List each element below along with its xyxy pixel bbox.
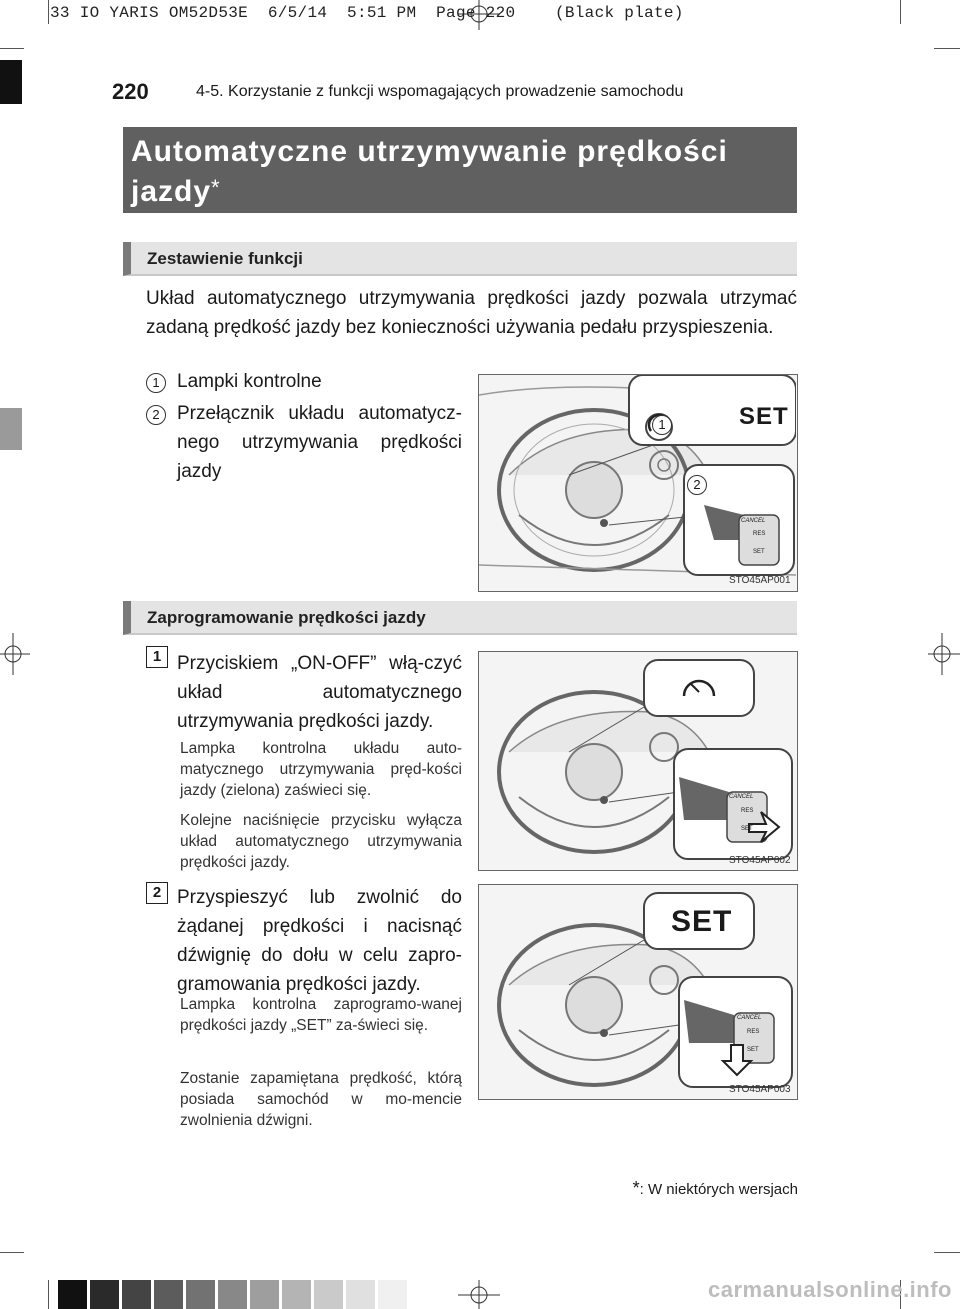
color-swatch bbox=[346, 1280, 375, 1309]
item-number-2: 2 bbox=[146, 405, 166, 425]
dashboard-illustration bbox=[479, 885, 796, 1098]
footnote bbox=[633, 1178, 798, 1199]
figure-code: STO45AP002 bbox=[729, 855, 791, 866]
section-heading-text: Zestawienie funkcji bbox=[147, 249, 303, 268]
crop-mark bbox=[48, 0, 49, 24]
section-heading-text: Zaprogramowanie prędkości jazdy bbox=[147, 608, 426, 627]
step-number-2: 2 bbox=[146, 882, 168, 904]
figure-on-off-button bbox=[478, 651, 798, 871]
color-swatch bbox=[250, 1280, 279, 1309]
crop-mark bbox=[0, 1252, 24, 1253]
callout-2: 2 bbox=[687, 475, 707, 495]
lever-label-set: SET bbox=[747, 1047, 759, 1053]
step-text-2: Przyspieszyć lub zwolnić do żądanej prędkości i nacisnąć dźwignię do dołu w celu zapro-gramowania prędkości jazdy. bbox=[177, 887, 462, 995]
color-swatch bbox=[378, 1280, 407, 1309]
lever-label-res: RES bbox=[741, 808, 754, 814]
lever-label-cancel: CANCEL bbox=[729, 794, 754, 800]
registration-mark-right bbox=[928, 633, 960, 675]
lever-label-res: RES bbox=[747, 1029, 760, 1035]
item-number-1: 1 bbox=[146, 373, 166, 393]
color-swatch bbox=[58, 1280, 87, 1309]
color-swatch bbox=[122, 1280, 151, 1309]
color-swatch bbox=[90, 1280, 119, 1309]
plate-header: 33 IO YARIS OM52D53E 6/5/14 5:51 PM Page 220 (Black plate) bbox=[50, 4, 684, 22]
crop-mark bbox=[0, 48, 24, 49]
step-number-1: 1 bbox=[146, 646, 168, 668]
figure-dashboard-overview bbox=[478, 374, 798, 592]
registration-mark-left bbox=[0, 633, 30, 675]
lever-label-set: SET bbox=[741, 826, 753, 832]
set-indicator-text: SET bbox=[671, 905, 733, 938]
crop-mark bbox=[934, 48, 960, 49]
lever-label-cancel: CANCEL bbox=[737, 1015, 762, 1021]
dashboard-illustration bbox=[479, 652, 796, 869]
title-word: jazdy bbox=[131, 175, 212, 208]
registration-mark-bottom bbox=[458, 1280, 500, 1309]
item-label-2: Przełącznik układu automatycz-nego utrzymywania prędkości jazdy bbox=[177, 403, 462, 482]
item-label-1: Lampki kontrolne bbox=[177, 371, 322, 392]
color-swatch bbox=[186, 1280, 215, 1309]
section-heading-programming bbox=[123, 601, 797, 635]
figure-code: STO45AP003 bbox=[729, 1084, 791, 1095]
corner-tab bbox=[0, 60, 22, 104]
color-swatch bbox=[218, 1280, 247, 1309]
step-note-1a: Lampka kontrolna układu auto-matycznego utrzymywania pręd-kości jazdy (zielona) zaświeci się. bbox=[180, 740, 462, 799]
figure-set-lever bbox=[478, 884, 798, 1100]
figure-code: STO45AP001 bbox=[729, 575, 791, 586]
watermark: carmanualsonline.info bbox=[708, 1277, 952, 1302]
crop-mark bbox=[900, 0, 901, 24]
chapter-tab bbox=[0, 408, 22, 450]
color-swatch bbox=[314, 1280, 343, 1309]
crop-mark bbox=[48, 1280, 49, 1309]
title-asterisk: * bbox=[211, 175, 221, 200]
lever-label-res: RES bbox=[753, 531, 766, 537]
intro-paragraph: Układ automatycznego utrzymywania prędkości jazdy pozwala utrzymać zadaną prędkość jazdy bez konieczności używania pedału przyspieszenia. bbox=[146, 288, 797, 338]
crop-mark bbox=[934, 1252, 960, 1253]
title-line-2 bbox=[131, 172, 791, 212]
footnote-asterisk: * bbox=[632, 1178, 640, 1198]
section-heading-summary bbox=[123, 242, 797, 276]
page-title bbox=[131, 132, 791, 212]
set-indicator-text: SET bbox=[739, 403, 789, 430]
color-swatch bbox=[282, 1280, 311, 1309]
title-line-1: Automatyczne utrzymywanie prędkości bbox=[131, 135, 728, 168]
lever-label-cancel: CANCEL bbox=[741, 518, 766, 524]
color-swatch bbox=[154, 1280, 183, 1309]
step-note-1b: Kolejne naciśnięcie przycisku wyłącza układ automatycznego utrzymywania prędkości jazdy. bbox=[180, 812, 462, 871]
page-number: 220 bbox=[112, 79, 149, 104]
step-text-1: Przyciskiem „ON-OFF” włą-czyć układ automatycznego utrzymywania prędkości jazdy. bbox=[177, 653, 462, 732]
footnote-text: : W niektórych wersjach bbox=[639, 1181, 798, 1198]
section-path: 4-5. Korzystanie z funkcji wspomagających prowadzenie samochodu bbox=[196, 83, 684, 100]
callout-1: 1 bbox=[652, 415, 672, 435]
lever-label-set: SET bbox=[753, 549, 765, 555]
step-note-2b: Zostanie zapamiętana prędkość, którą posiada samochód w mo-mencie zwolnienia dźwigni. bbox=[180, 1070, 462, 1129]
step-note-2a: Lampka kontrolna zaprogramo-wanej prędkości jazdy „SET” za-świeci się. bbox=[180, 996, 462, 1034]
